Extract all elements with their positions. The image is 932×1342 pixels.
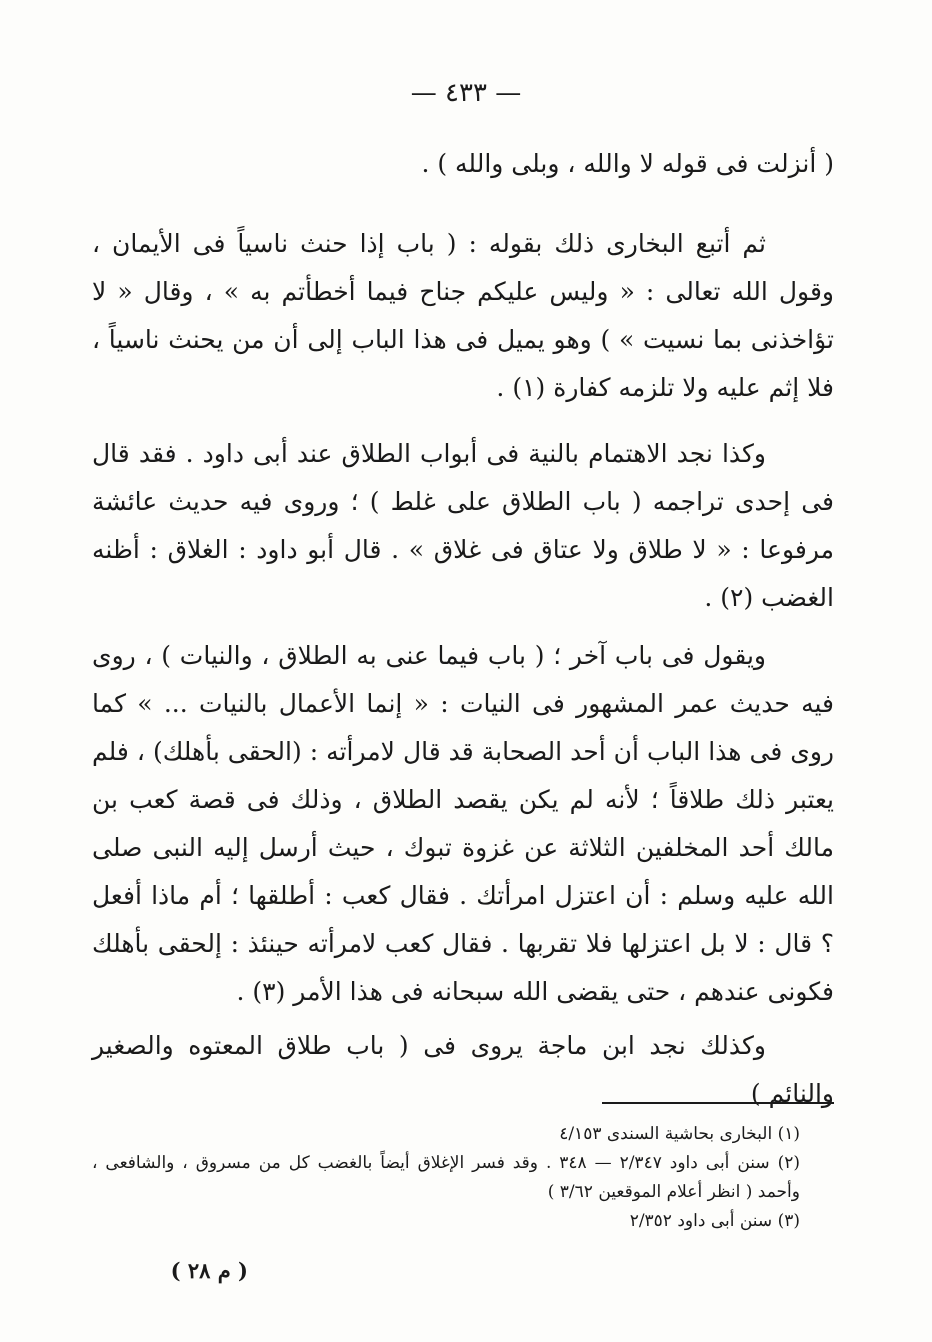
paragraph-another-chapter <box>92 632 834 1016</box>
paragraph-text: ( أنزلت فى قوله لا والله ، وبلى والله ) . <box>421 149 834 178</box>
paragraph-text: ثم أتبع البخارى ذلك بقوله : ( باب إذا حنث ناسياً فى الأيمان ، وقول الله تعالى : « وليس عليكم جناح فيما أخطأتم به » ، وقال « لا تؤاخذنى بما نسيت » ) وهو يميل فى هذا الباب إلى أن من يحنث ناسياً ، فلا إثم عليه ولا تلزمه كفارة (١) . <box>92 229 834 402</box>
footnote-divider <box>602 1102 834 1104</box>
paragraph-bukhari <box>92 220 834 412</box>
paragraph-continuation <box>92 140 834 188</box>
paragraph-text: وكذا نجد الاهتمام بالنية فى أبواب الطلاق عند أبى داود . فقد قال فى إحدى تراجمه ( باب الطلاق على غلط ) ؛ وروى فيه حديث عائشة مرفوعا : « لا طلاق ولا عتاق فى غلاق » . قال أبو داود : الغلاق : أظنه الغضب (٢) . <box>92 439 834 612</box>
footnote-1: (١) البخارى بحاشية السندى ٤/١٥٣ <box>559 1124 800 1144</box>
footnote-3: (٣) سنن أبى داود ٢/٣٥٢ <box>629 1211 800 1231</box>
footnotes <box>92 1120 834 1236</box>
paragraph-text: ويقول فى باب آخر ؛ ( باب فيما عنى به الطلاق ، والنيات ) ، روى فيه حديث عمر المشهور فى النيات : « إنما الأعمال بالنيات ... » كما روى فى هذا الباب أن أحد الصحابة قد قال لامرأته : (الحقى بأهلك) ، فلم يعتبر ذلك طلاقاً ؛ لأنه لم يكن يقصد الطلاق ، وذلك فى قصة كعب بن مالك أحد المخلفين الثلاثة عن غزوة تبوك ، حيث أرسل إليه النبى صلى الله عليه وسلم : أن اعتزل امرأتك . فقال كعب : أطلقها ؛ أم ماذا أفعل ؟ قال : لا بل اعتزلها فلا تقربها . فقال كعب لامرأته حينئذ : إلحقى بأهلك فكونى عندهم ، حتى يقضى الله سبحانه فى هذا الأمر (٣) . <box>92 641 834 1006</box>
paragraph-text: وكذلك نجد ابن ماجة يروى فى ( باب طلاق المعتوه والصغير والنائم ) <box>92 1031 834 1108</box>
signature-mark: ( م ٢٨ ) <box>170 1258 248 1283</box>
footnote-2: (٢) سنن أبى داود ٢/٣٤٧ — ٣٤٨ . وقد فسر الإغلاق أيضاً بالغضب كل من مسروق ، والشافعى ، وأحمد ( انظر أعلام الموقعين ٣/٦٢ ) <box>92 1153 801 1202</box>
paragraph-abu-dawud <box>92 430 834 622</box>
page-number: — ٤٣٣ — <box>410 78 522 108</box>
